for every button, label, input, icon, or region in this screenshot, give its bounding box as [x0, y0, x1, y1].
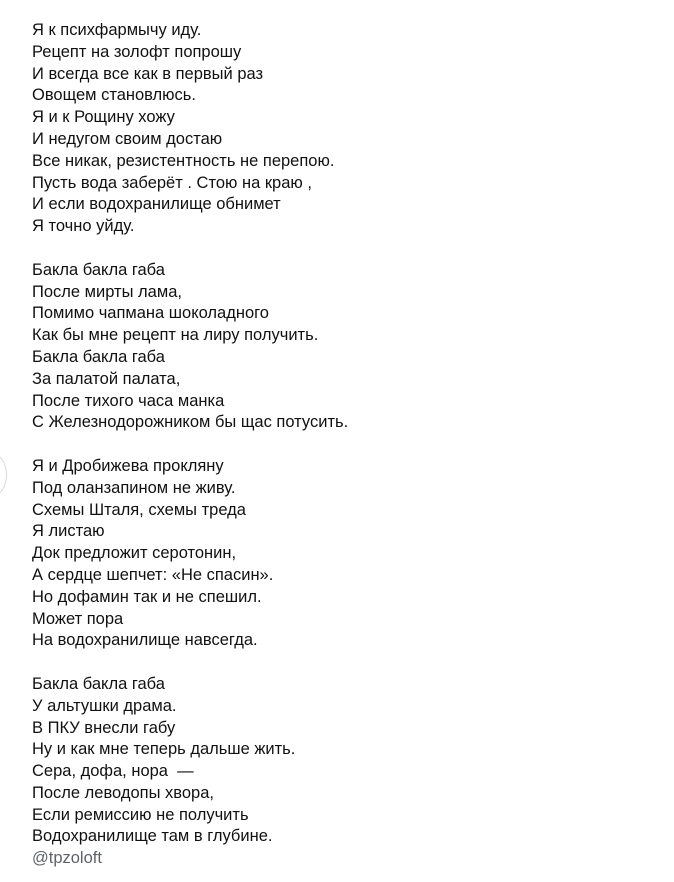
- poem-text: [32, 20, 652, 870]
- poem-line: Помимо чапмана шоколадного: [32, 304, 269, 323]
- poem-line: После мирты лама,: [32, 282, 182, 301]
- poem-line: Я к психфармычу иду.: [32, 21, 202, 39]
- stanza-3: [32, 456, 652, 652]
- poem-line: Но дофамин так и не спешил.: [32, 587, 262, 606]
- poem-line: Я и к Рощину хожу: [32, 108, 175, 127]
- poem-line: С Железнодорожником бы щас потусить.: [32, 413, 349, 432]
- poem-line: А сердце шепчет: «Не спасин».: [32, 565, 274, 584]
- poem-line: В ПКУ внесли габу: [32, 718, 176, 737]
- poem-line: Как бы мне рецепт на лиру получить.: [32, 326, 319, 345]
- poem-line: После тихого часа манка: [32, 391, 225, 410]
- stanza-4: [32, 674, 652, 870]
- poem-line: Сера, дофа, нора —: [32, 762, 194, 781]
- poem-line: И если водохранилище обнимет: [32, 195, 281, 214]
- poem-line: Схемы Шталя, схемы треда: [32, 500, 246, 519]
- stanza-1: [32, 20, 652, 238]
- poem-line: Я листаю: [32, 522, 105, 541]
- poem-line: Я точно уйду.: [32, 217, 135, 236]
- edge-arc-decoration: [0, 452, 7, 498]
- poem-line: И всегда все как в первый раз: [32, 64, 264, 83]
- poem-line: Если ремиссию не получить: [32, 805, 249, 824]
- author-signature: @tpzoloft: [32, 849, 102, 868]
- poem-line: Пусть вода заберёт . Стою на краю ,: [32, 173, 312, 192]
- stanza-2: [32, 260, 652, 434]
- poem-line: На водохранилище навсегда.: [32, 631, 258, 650]
- poem-line: Я и Дробижева прокляну: [32, 456, 224, 475]
- poem-line: Под оланзапином не живу.: [32, 478, 236, 497]
- poem-line: Бакла бакла габа: [32, 260, 165, 279]
- poem-line: Может пора: [32, 609, 124, 628]
- poem-line: Водохранилище там в глубине.: [32, 827, 273, 846]
- poem-line: У альтушки драма.: [32, 696, 177, 715]
- poem-line: После леводопы хвора,: [32, 783, 214, 802]
- poem-line: И недугом своим достаю: [32, 129, 223, 148]
- poem-line: Бакла бакла габа: [32, 674, 165, 693]
- poem-line: За палатой палата,: [32, 369, 181, 388]
- poem-line: Все никак, резистентность не перепою.: [32, 151, 335, 170]
- poem-line: Рецепт на золофт попрошу: [32, 42, 242, 61]
- poem-line: Овощем становлюсь.: [32, 86, 196, 105]
- poem-line: Док предложит серотонин,: [32, 544, 237, 563]
- poem-line: Ну и как мне теперь дальше жить.: [32, 740, 296, 759]
- poem-line: Бакла бакла габа: [32, 347, 165, 366]
